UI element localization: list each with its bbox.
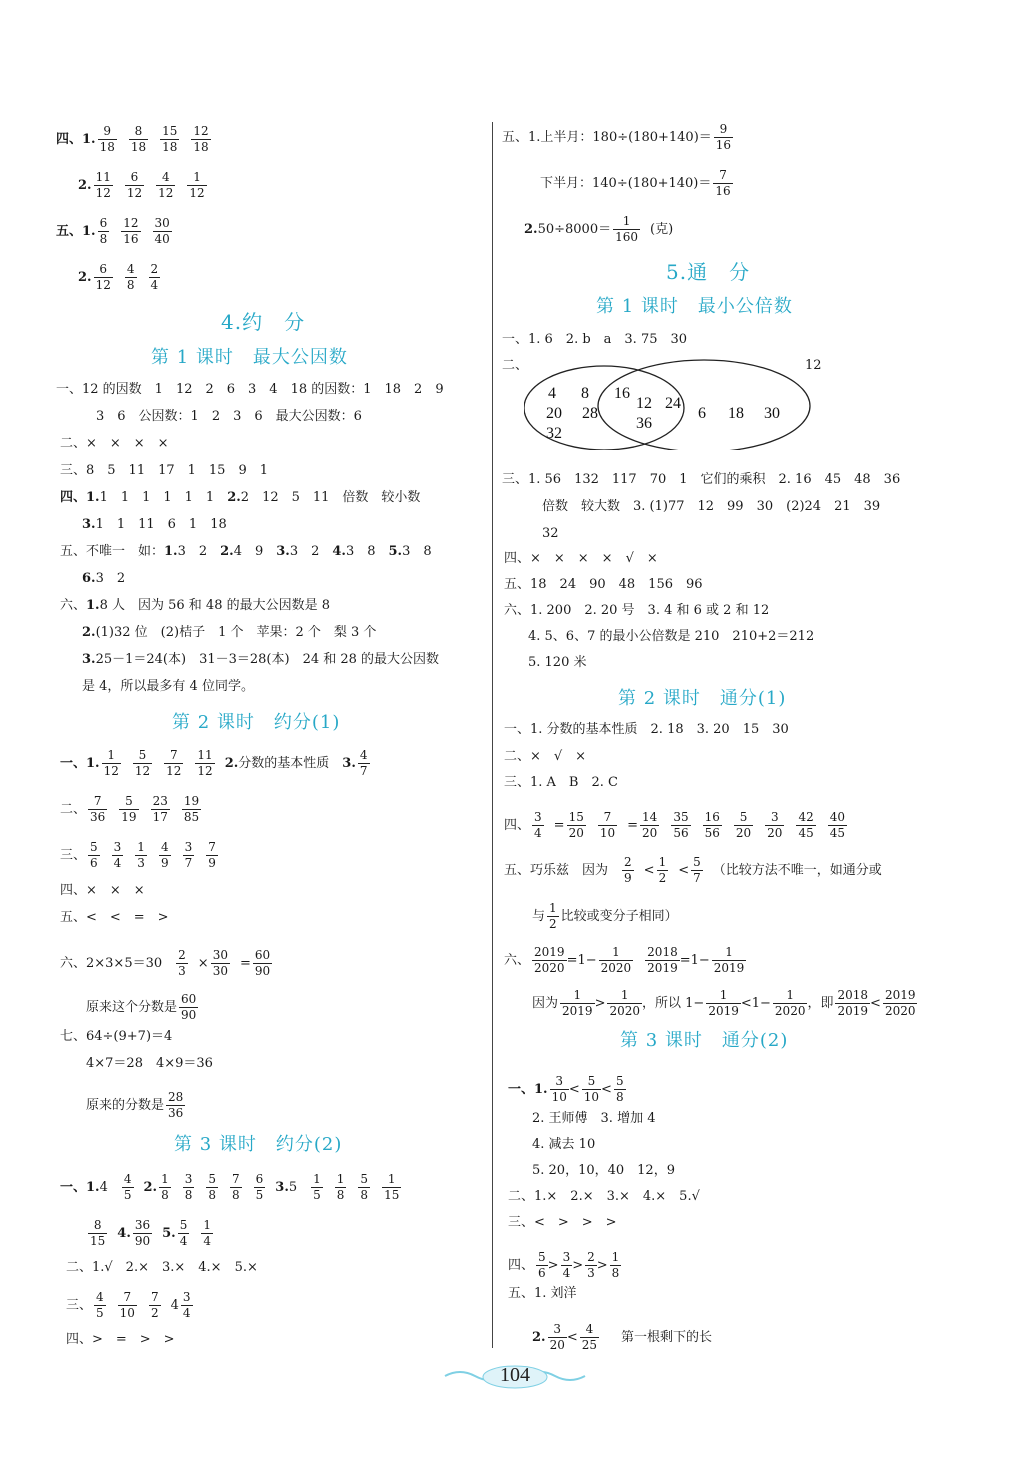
- page-number: 104: [500, 1364, 530, 1386]
- venn-number: 8: [581, 385, 589, 402]
- answer-line: 因为 $\frac{1}{2019}$ > $\frac{1}{2020}$ ，所以 1− $\frac{1}{2019}$ <1− $\frac{1}{2020}$ ，即 $\frac{2018}{2019}$ < $\frac{2019}{2020}$: [532, 988, 916, 1018]
- fraction: $\frac{1}{2}$: [658, 855, 667, 885]
- venn-number: 28: [582, 405, 598, 422]
- answer-line: 3. 1 1 11 6 1 18: [82, 517, 227, 532]
- answer-line: [78, 262, 170, 293]
- fraction: $\frac{60}{90}$: [181, 992, 197, 1022]
- fraction: $\frac{4}{8}$: [126, 262, 135, 292]
- answer-line: 四、1. 1 1 1 1 1 1 2. 2 12 5 11 倍数 较小数: [60, 490, 421, 505]
- venn-number: 6: [698, 405, 706, 422]
- answer-line: [56, 216, 182, 247]
- fraction: $\frac{3}{8}$: [184, 1172, 193, 1202]
- fraction: $\frac{9}{18}$: [99, 124, 115, 154]
- answer-line: 下半月：140÷(180+140)＝ $\frac{7}{16}$: [540, 168, 731, 198]
- fraction: $\frac{5}{19}$: [121, 794, 137, 824]
- lesson-title: 第 3 课时 通分(2): [620, 1030, 789, 1051]
- lesson-title: 第 1 课时 最大公因数: [151, 347, 348, 368]
- lesson-title: 第 1 课时 最小公倍数: [596, 296, 793, 317]
- venn-number: 32: [546, 425, 562, 442]
- lesson-title: 第 2 课时 通分(1): [618, 688, 787, 709]
- fraction: $\frac{7}{12}$: [166, 748, 182, 778]
- fraction: $\frac{4}{5}$: [123, 1172, 132, 1202]
- fraction: $\frac{11}{12}$: [95, 170, 111, 200]
- fraction: $\frac{19}{85}$: [183, 794, 200, 824]
- fraction: $\frac{1}{2020}$: [609, 988, 641, 1018]
- answer-line: 3 6 公因数：1 2 3 6 最大公因数：6: [96, 409, 362, 424]
- fraction: $\frac{5}{4}$: [179, 1218, 188, 1248]
- fraction: $\frac{3}{4}$: [562, 1250, 571, 1280]
- answer-line: 一、1. $\frac{3}{10}$ < $\frac{5}{10}$ < $\frac{5}{8}$: [508, 1074, 624, 1104]
- fraction: $\frac{4}{5}$: [96, 1290, 104, 1320]
- fraction: $\frac{35}{56}$: [673, 810, 689, 840]
- fraction: $\frac{1}{5}$: [313, 1172, 321, 1202]
- answer-line: 一、12 的因数 1 12 2 6 3 4 18 的因数：1 18 2 9: [56, 382, 444, 397]
- answer-line: 一、1. $\frac{1}{12}$ $\frac{5}{12}$ $\frac{7}{12}$ $\frac{11}{12}$ 2. 分数的基本性质 3. $\frac{4}{7}$: [60, 748, 368, 778]
- fraction: $\frac{2019}{2020}$: [884, 988, 916, 1018]
- answer-line: 二、1.× 2.× 3.× 4.× 5.√: [508, 1189, 700, 1204]
- fraction: $\frac{5}{20}$: [735, 810, 752, 840]
- fraction: $\frac{3}{7}$: [184, 840, 193, 870]
- answer-line: 五、18 24 90 48 156 96: [504, 577, 703, 592]
- fraction: $\frac{3}{20}$: [767, 810, 783, 840]
- section-title: 5.通 分: [666, 260, 751, 284]
- fraction: $\frac{1}{160}$: [615, 214, 639, 244]
- fraction: $\frac{12}{18}$: [193, 124, 209, 154]
- fraction: $\frac{7}{16}$: [715, 168, 731, 198]
- fraction: $\frac{11}{12}$: [197, 748, 213, 778]
- fraction: $\frac{2}{9}$: [624, 855, 632, 885]
- answer-line: 五、< < = >: [60, 910, 169, 925]
- fraction: $\frac{5}{6}$: [538, 1250, 546, 1280]
- fraction: $\frac{5}{8}$: [615, 1074, 624, 1104]
- answer-line: 原来的分数是 $\frac{28}{36}$: [86, 1090, 184, 1120]
- answer-line: 六、2×3×5＝30 $\frac{2}{3}$ × $\frac{30}{30}$ = $\frac{60}{90}$: [60, 948, 271, 978]
- answer-line: 四、× × ×: [60, 883, 145, 898]
- fraction: $\frac{8}{15}$: [90, 1218, 106, 1248]
- answer-line: 四、× × × × √ ×: [504, 551, 658, 566]
- fraction: $\frac{4}{9}$: [160, 840, 169, 870]
- fraction: $\frac{15}{18}$: [162, 124, 178, 154]
- answer-line: 四、> = > >: [66, 1332, 175, 1347]
- answer-line: [78, 170, 217, 201]
- fraction: $\frac{60}{90}$: [254, 948, 271, 978]
- answer-line: 2. 王师傅 3. 增加 4: [532, 1111, 656, 1126]
- answer-line: 4. 减去 10: [532, 1137, 596, 1152]
- fraction: $\frac{1}{2019}$: [708, 988, 739, 1018]
- fraction: $\frac{7}{9}$: [208, 840, 216, 870]
- fraction: $\frac{1}{2020}$: [774, 988, 806, 1018]
- answer-line: 七、64÷(9+7)＝4: [60, 1029, 173, 1044]
- fraction: $\frac{1}{2019}$: [562, 988, 593, 1018]
- fraction: $\frac{1}{3}$: [137, 840, 145, 870]
- fraction: $\frac{1}{2}$: [549, 901, 557, 931]
- venn-number: 30: [764, 405, 780, 422]
- fraction: $\frac{6}{5}$: [255, 1172, 264, 1202]
- answer-line: 三、1. A B 2. C: [504, 775, 618, 790]
- venn-number: 12: [636, 395, 652, 412]
- fraction: $\frac{28}{36}$: [168, 1090, 184, 1120]
- lesson-title: 第 2 课时 约分(1): [172, 712, 341, 733]
- lesson-title: 第 3 课时 约分(2): [174, 1134, 343, 1155]
- fraction: $\frac{6}{8}$: [99, 216, 108, 246]
- answer-line: 原来这个分数是 $\frac{60}{90}$: [86, 992, 197, 1022]
- fraction: $\frac{2019}{2020}$: [534, 945, 565, 975]
- fraction: $\frac{1}{8}$: [161, 1172, 169, 1202]
- fraction: $\frac{16}{56}$: [704, 810, 720, 840]
- answer-line: 六、 $\frac{2019}{2020}$ =1− $\frac{1}{2020}$ $\frac{2018}{2019}$ =1− $\frac{1}{2019}$: [504, 945, 745, 975]
- answer-line: 五、不唯一 如： 1. 3 2 2. 4 9 3. 3 2 4. 3 8 5. 3 8: [60, 544, 432, 559]
- item-number: 2.: [78, 269, 92, 285]
- answer-line: 五、1. 刘洋: [508, 1286, 577, 1301]
- fraction: $\frac{2}{4}$: [150, 262, 159, 292]
- answer-line: 六、1. 200 2. 20 号 3. 4 和 6 或 2 和 12: [504, 603, 770, 618]
- fraction: $\frac{6}{12}$: [95, 262, 111, 292]
- answer-line: 四、 $\frac{3}{4}$ = $\frac{15}{20}$ $\frac{7}{10}$ = $\frac{14}{20}$ $\frac{35}{56}$ $\frac{16}{56}$ $\frac{5}{20}$ $\frac{3}{20}$ $\frac{42}{45}$ $\frac{40}{45}$: [504, 810, 845, 840]
- venn-diagram: [524, 352, 824, 450]
- fraction: $\frac{1}{2020}$: [600, 945, 632, 975]
- fraction: $\frac{7}{8}$: [232, 1172, 240, 1202]
- fraction: $\frac{14}{20}$: [642, 810, 658, 840]
- answer-line: 3. 25－1＝24(本) 31－3＝28(本) 24 和 28 的最大公因数: [82, 652, 440, 667]
- answer-line: $\frac{8}{15}$ 4. $\frac{36}{90}$ 5. $\frac{5}{4}$ $\frac{1}{4}$: [90, 1218, 211, 1248]
- answer-line: 二、× × × ×: [60, 436, 169, 451]
- answer-line: 二、× √ ×: [504, 749, 587, 764]
- answer-line: 一、1. 分数的基本性质 2. 18 3. 20 15 30: [504, 722, 789, 737]
- fraction: $\frac{2018}{2019}$: [647, 945, 678, 975]
- answer-line: 5. 120 米: [528, 655, 587, 670]
- answer-line: 二、: [502, 358, 529, 373]
- fraction: $\frac{42}{45}$: [798, 810, 814, 840]
- answer-line: 三、8 5 11 17 1 15 9 1: [60, 463, 268, 478]
- answer-line: 三、< > > >: [508, 1215, 617, 1230]
- answer-line: 二、 $\frac{7}{36}$ $\frac{5}{19}$ $\frac{23}{17}$ $\frac{19}{85}$: [60, 794, 200, 824]
- answer-line: 三、 $\frac{5}{6}$ $\frac{3}{4}$ $\frac{1}{3}$ $\frac{4}{9}$ $\frac{3}{7}$ $\frac{7}{9}$: [60, 840, 216, 870]
- fraction: $\frac{3}{20}$: [549, 1322, 565, 1352]
- fraction: $\frac{3}{4}$: [113, 840, 122, 870]
- fraction: $\frac{1}{8}$: [336, 1172, 345, 1202]
- item-number: 四、1.: [56, 131, 96, 147]
- answer-line: 4×7＝28 4×9＝36: [86, 1056, 213, 1071]
- fraction: $\frac{1}{4}$: [203, 1218, 211, 1248]
- fraction: $\frac{7}{10}$: [599, 810, 616, 840]
- answer-line: 四、 $\frac{5}{6}$ > $\frac{3}{4}$ > $\frac{2}{3}$ > $\frac{1}{8}$: [508, 1250, 620, 1280]
- fraction: $\frac{2}{3}$: [178, 948, 186, 978]
- fraction: $\frac{7}{36}$: [90, 794, 106, 824]
- fraction: $\frac{5}{8}$: [208, 1172, 216, 1202]
- fraction: $\frac{5}{7}$: [693, 855, 701, 885]
- venn-number: 16: [614, 385, 630, 402]
- venn-number: 36: [636, 415, 652, 432]
- fraction: $\frac{6}{12}$: [126, 170, 143, 200]
- fraction: $\frac{5}{6}$: [90, 840, 98, 870]
- answer-line: 4. 5、6、7 的最小公倍数是 210 210+2＝212: [528, 629, 815, 644]
- fraction: $\frac{2018}{2019}$: [837, 988, 869, 1018]
- answer-line: 三、 $\frac{4}{5}$ $\frac{7}{10}$ $\frac{7}{2}$ 4 $\frac{3}{4}$: [66, 1290, 191, 1320]
- section-title: 4.约 分: [221, 310, 306, 334]
- item-number: 五、1.: [56, 223, 96, 239]
- fraction: $\frac{7}{10}$: [119, 1290, 135, 1320]
- fraction: $\frac{4}{12}$: [158, 170, 174, 200]
- venn-number: 20: [546, 405, 562, 422]
- answer-line: 2. (1)32 位 (2)桔子 1 个 苹果：2 个 梨 3 个: [82, 625, 377, 640]
- answer-line: 三、1. 56 132 117 70 1 它们的乘积 2. 16 45 48 36: [502, 472, 901, 487]
- venn-number: 4: [548, 385, 556, 402]
- fraction: $\frac{15}{20}$: [568, 810, 584, 840]
- answer-line: 一、1. 6 2. b a 3. 75 30: [502, 332, 688, 347]
- fraction: $\frac{1}{12}$: [103, 748, 119, 778]
- fraction: $\frac{30}{30}$: [212, 948, 228, 978]
- fraction: $\frac{7}{2}$: [150, 1290, 159, 1320]
- venn-outside-number: 12: [805, 358, 822, 373]
- fraction: $\frac{30}{40}$: [154, 216, 170, 246]
- fraction: $\frac{1}{8}$: [611, 1250, 620, 1280]
- fraction: $\frac{1}{2019}$: [713, 945, 745, 975]
- answer-line: 2. 50÷8000＝ $\frac{1}{160}$ (克): [524, 214, 674, 244]
- fraction: $\frac{40}{45}$: [829, 810, 845, 840]
- fraction: $\frac{4}{7}$: [359, 748, 368, 778]
- fraction: $\frac{3}{10}$: [551, 1074, 567, 1104]
- fraction: $\frac{3}{4}$: [534, 810, 542, 840]
- answer-line: 2. $\frac{3}{20}$ < $\frac{4}{25}$ 第一根剩下的长: [532, 1322, 713, 1352]
- fraction: $\frac{36}{90}$: [134, 1218, 151, 1248]
- answer-line: 与 $\frac{1}{2}$ 比较或变分子相同）: [532, 901, 678, 931]
- item-number: 2.: [78, 177, 92, 193]
- fraction: $\frac{8}{18}$: [130, 124, 147, 154]
- answer-line: 32: [542, 526, 559, 541]
- fraction: $\frac{5}{8}$: [360, 1172, 369, 1202]
- fraction: $\frac{4}{25}$: [581, 1322, 598, 1352]
- answer-line: [56, 124, 221, 155]
- fraction: $\frac{9}{16}$: [715, 122, 732, 152]
- fraction: $\frac{3}{4}$: [182, 1290, 191, 1320]
- answer-line: 5. 20，10，40 12，9: [532, 1163, 675, 1178]
- answer-line: 六、 1. 8 人 因为 56 和 48 的最大公因数是 8: [60, 598, 331, 613]
- page-number-badge: [440, 1360, 590, 1392]
- venn-number: 24: [665, 395, 681, 412]
- answer-line: 倍数 较大数 3. (1)77 12 99 30 (2)24 21 39: [542, 499, 881, 514]
- answer-line: 五、巧乐兹 因为 $\frac{2}{9}$ < $\frac{1}{2}$ < $\frac{5}{7}$ （比较方法不唯一，如通分或: [504, 855, 882, 885]
- fraction: $\frac{5}{12}$: [134, 748, 151, 778]
- fraction: $\frac{5}{10}$: [583, 1074, 600, 1104]
- fraction: $\frac{1}{12}$: [189, 170, 205, 200]
- column-divider: [492, 122, 493, 1348]
- venn-number: 18: [728, 405, 744, 422]
- fraction: $\frac{23}{17}$: [152, 794, 168, 824]
- fraction: $\frac{1}{15}$: [384, 1172, 400, 1202]
- answer-line: 二、1.√ 2.× 3.× 4.× 5.×: [66, 1260, 258, 1275]
- answer-line: 是 4，所以最多有 4 位同学。: [82, 679, 254, 694]
- fraction: $\frac{2}{3}$: [587, 1250, 595, 1280]
- fraction: $\frac{12}{16}$: [123, 216, 139, 246]
- answer-line: 6. 3 2: [82, 571, 126, 586]
- answer-line: 五、1.上半月：180÷(180+140)＝ $\frac{9}{16}$: [502, 122, 732, 152]
- answer-line: 一、1. 4 $\frac{4}{5}$ 2. $\frac{1}{8}$ $\frac{3}{8}$ $\frac{5}{8}$ $\frac{7}{8}$ $\frac{6}{5}$ 3. 5 $\frac{1}{5}$ $\frac{1}{8}$ $\frac{5}{8}$ $\frac{1}{15}$: [60, 1172, 400, 1202]
